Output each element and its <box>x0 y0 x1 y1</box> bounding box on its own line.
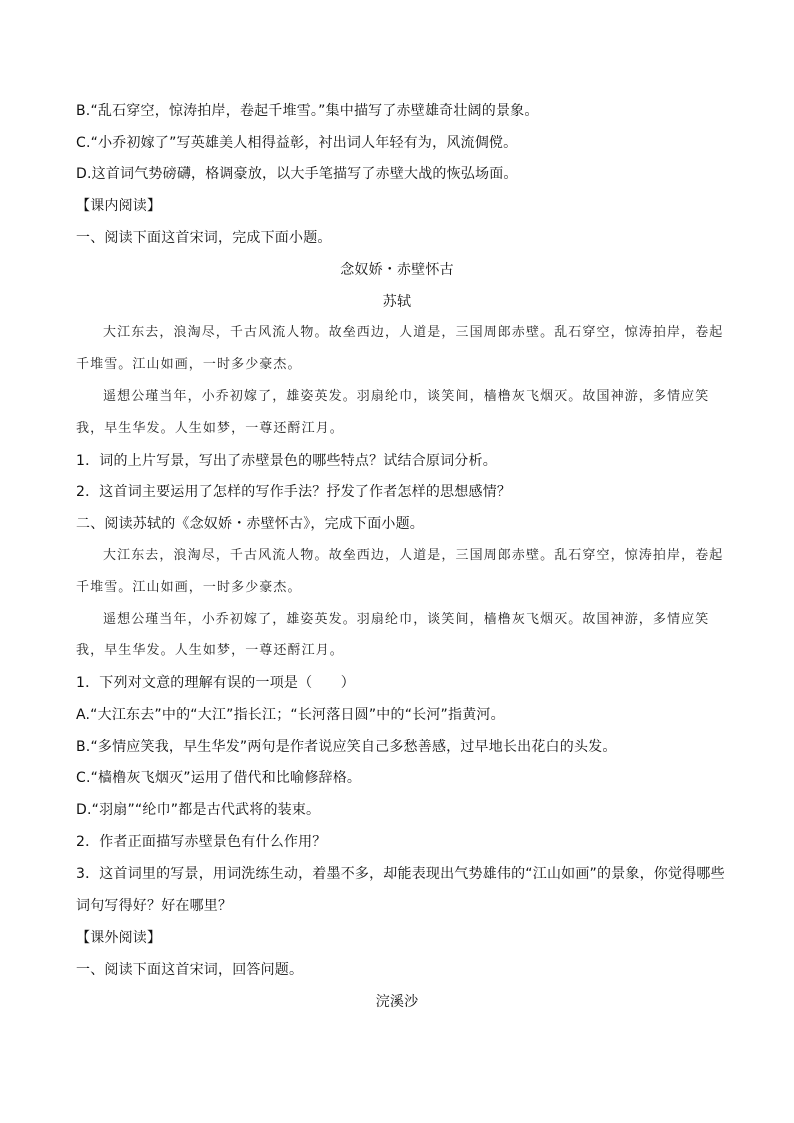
option-c: C.“樯橹灰飞烟灭”运用了借代和比喻修辞格。 <box>76 770 362 786</box>
option-d: D.“羽扇”“纶巾”都是古代武将的装束。 <box>76 802 321 818</box>
poem-title: 浣溪沙 <box>375 994 419 1010</box>
question-intro: 一、阅读下面这首宋词，回答问题。 <box>76 962 304 978</box>
poem-line: 大江东去，浪淘尽，千古风流人物。故垒西边，人道是，三国周郎赤壁。乱石穿空，惊涛拍岸，卷起 <box>103 548 724 563</box>
poem-author: 苏轼 <box>382 294 412 310</box>
poem-line: 遥想公瑾当年，小乔初嫁了，雄姿英发。羽扇纶巾，谈笑间，樯橹灰飞烟灭。故国神游，多情应笑 <box>103 389 710 404</box>
question: 2．这首词主要运用了怎样的写作手法？抒发了作者怎样的思想感情？ <box>76 484 512 500</box>
section-heading-in-class: 【课内阅读】 <box>76 198 162 214</box>
poem-line: 我，早生华发。人生如梦，一尊还酹江月。 <box>76 643 344 658</box>
question-intro: 一、阅读下面这首宋词，完成下面小题。 <box>76 230 332 246</box>
poem-line: 千堆雪。江山如画，一时多少豪杰。 <box>76 580 302 595</box>
option-b: B.“乱石穿空，惊涛拍岸，卷起千堆雪。”集中描写了赤壁雄奇壮阔的景象。 <box>76 103 539 119</box>
poem-title: 念奴娇・赤壁怀古 <box>340 262 454 278</box>
section-heading-extra: 【课外阅读】 <box>76 930 162 946</box>
poem-line: 遥想公瑾当年，小乔初嫁了，雄姿英发。羽扇纶巾，谈笑间，樯橹灰飞烟灭。故国神游，多情应笑 <box>103 612 710 627</box>
poem-line: 千堆雪。江山如画，一时多少豪杰。 <box>76 357 302 372</box>
question-intro: 二、阅读苏轼的《念奴娇・赤壁怀古》，完成下面小题。 <box>76 516 424 532</box>
poem-line: 我，早生华发。人生如梦，一尊还酹江月。 <box>76 421 344 436</box>
question-continued: 词句写得好？好在哪里？ <box>76 898 233 914</box>
option-c: C.“小乔初嫁了”写英雄美人相得益彰，衬出词人年轻有为，风流倜傥。 <box>76 135 518 151</box>
option-a: A.“大江东去”中的“大江”指长江；“长河落日圆”中的“长河”指黄河。 <box>76 707 505 723</box>
poem-line: 大江东去，浪淘尽，千古风流人物。故垒西边，人道是，三国周郎赤壁。乱石穿空，惊涛拍岸，卷起 <box>103 325 724 340</box>
question: 1．下列对文意的理解有误的一项是（ ） <box>76 675 355 691</box>
question: 2．作者正面描写赤壁景色有什么作用？ <box>76 834 327 850</box>
question: 3．这首词里的写景，用词洗练生动，着墨不多，却能表现出气势雄伟的“江山如画”的景象，你觉得哪些 <box>76 866 725 882</box>
option-d: D.这首词气势磅礴，格调豪放，以大手笔描写了赤壁大战的恢弘场面。 <box>76 166 518 182</box>
question: 1．词的上片写景，写出了赤壁景色的哪些特点？试结合原词分析。 <box>76 453 497 469</box>
option-b: B.“多情应笑我，早生华发”两句是作者说应笑自己多愁善感，过早地长出花白的头发。 <box>76 739 617 755</box>
